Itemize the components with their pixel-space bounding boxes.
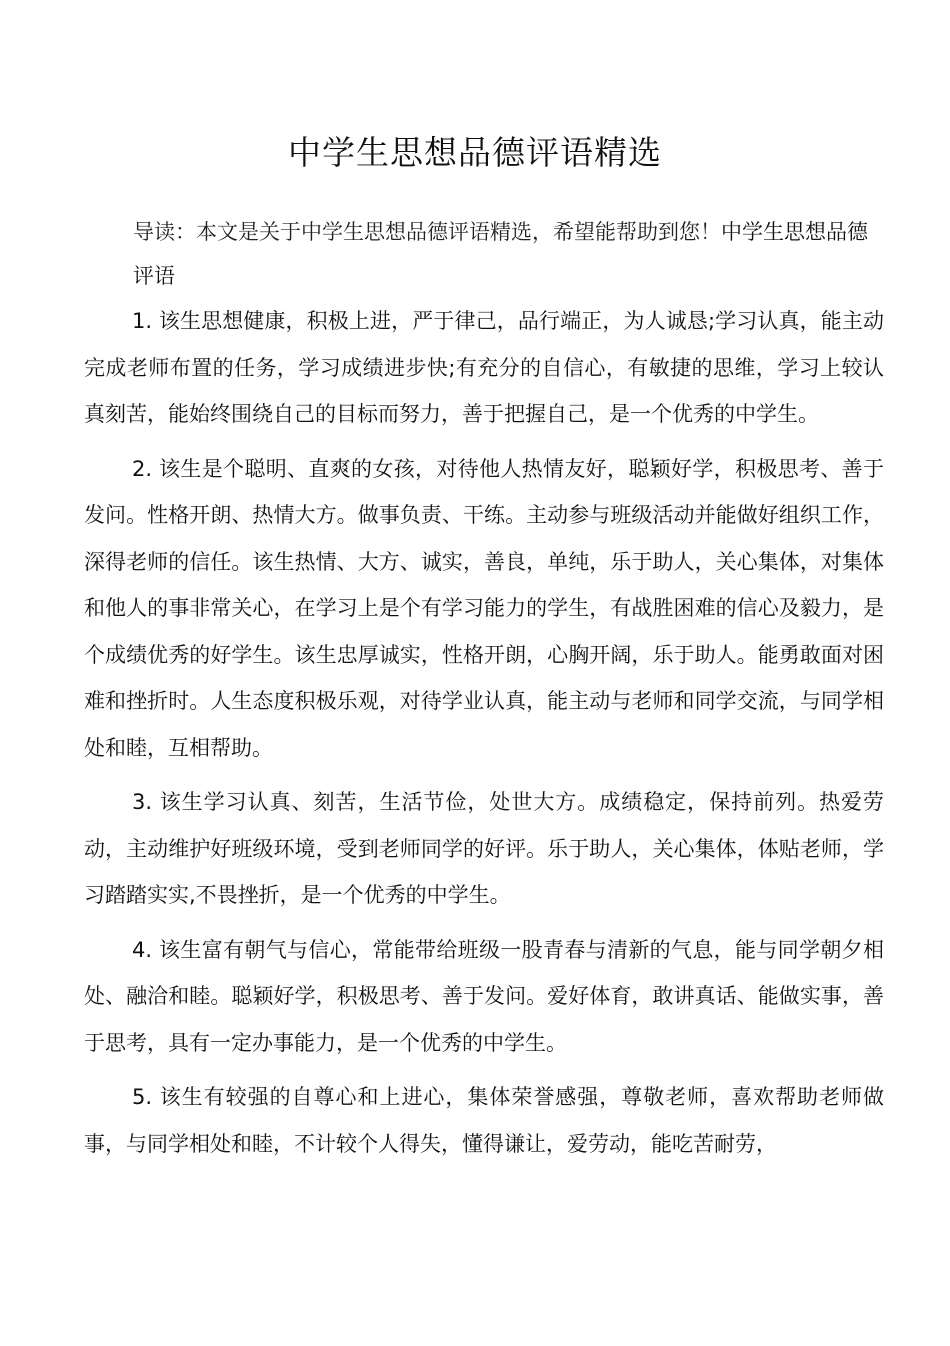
comment-paragraph-5: 5. 该生有较强的自尊心和上进心，集体荣誉感强，尊敬老师，喜欢帮助老师做事，与同学相处和睦，不计较个人得失，懂得谦让，爱劳动，能吃苦耐劳， <box>84 1085 884 1156</box>
intro-lead: 导读：本文是关于中学生思想品德评语精选，希望能帮助到您！ <box>133 220 721 244</box>
document-body <box>84 298 884 1175</box>
comment-paragraph-2: 2. 该生是个聪明、直爽的女孩，对待他人热情友好，聪颖好学，积极思考、善于发问。性格开朗、热情大方。做事负责、干练。主动参与班级活动并能做好组织工作，深得老师的信任。该生热情、大方、诚实，善良，单纯，乐于助人，关心集体，对集体和他人的事非常关心，在学习上是个有学习能力的学生，有战胜困难的信心及毅力，是个成绩优秀的好学生。该生忠厚诚实，性格开朗，心胸开阔，乐于助人。能勇敢面对困难和挫折时。人生态度积极乐观，对待学业认真，能主动与老师和同学交流，与同学相处和睦，互相帮助。 <box>84 456 884 760</box>
comment-paragraph-3: 3. 该生学习认真、刻苦，生活节俭，处世大方。成绩稳定，保持前列。热爱劳动，主动维护好班级环境，受到老师同学的好评。乐于助人，关心集体，体贴老师，学习踏踏实实,不畏挫折，是一个优秀的中学生。 <box>84 790 884 907</box>
comment-paragraph-1: 1. 该生思想健康，积极上进，严于律己，品行端正，为人诚恳;学习认真，能主动完成老师布置的任务，学习成绩进步快;有充分的自信心，有敏捷的思维，学习上较认真刻苦，能始终围绕自己的目标而努力，善于把握自己，是一个优秀的中学生。 <box>84 309 884 426</box>
comment-paragraph-4: 4. 该生富有朝气与信心，常能带给班级一股青春与清新的气息，能与同学朝夕相处、融洽和睦。聪颖好学，积极思考、善于发问。爱好体育，敢讲真话、能做实事，善于思考，具有一定办事能力，是一个优秀的中学生。 <box>84 937 884 1055</box>
document-title: 中学生思想品德评语精选 <box>288 133 662 172</box>
intro-paragraph <box>133 210 868 298</box>
intro-tail: 中学生思想品德评语 <box>133 220 868 288</box>
